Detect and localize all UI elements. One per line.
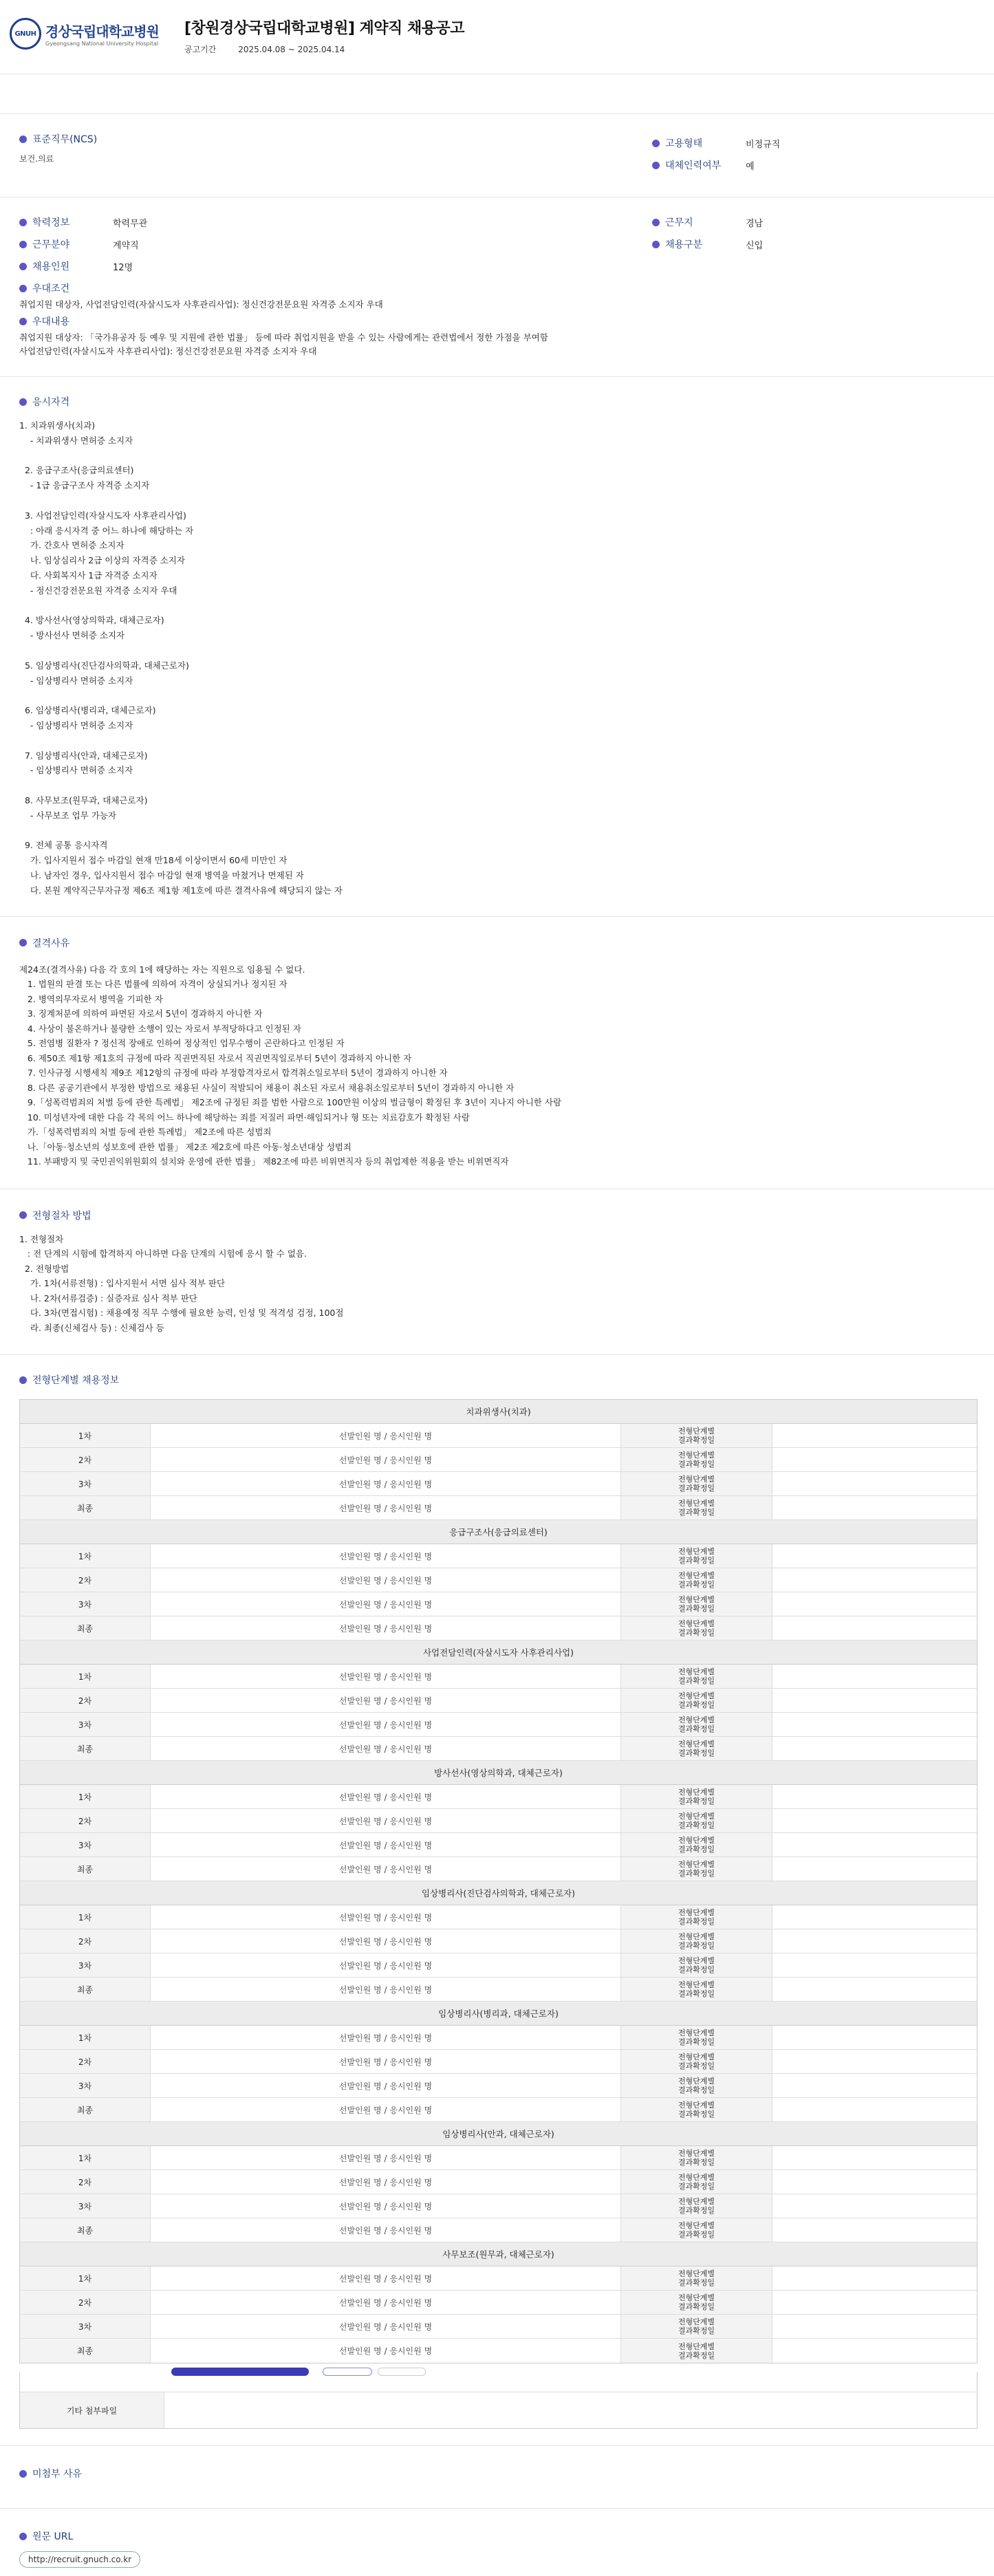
result-date-button[interactable]: 전형단계별 결과확정일 (673, 1667, 721, 1685)
result-date-value (772, 1713, 977, 1736)
stage-count: 선발인원 명 / 응시인원 명 (151, 1713, 621, 1736)
page-header (0, 0, 994, 74)
stage-name: 1차 (20, 1544, 151, 1568)
result-date-cell (621, 2291, 772, 2314)
stage-row (20, 1713, 977, 1737)
result-date-button[interactable]: 전형단계별 결과확정일 (673, 1475, 721, 1493)
result-date-button[interactable]: 전형단계별 결과확정일 (673, 1860, 721, 1878)
stage-count: 선발인원 명 / 응시인원 명 (151, 1953, 621, 1977)
stage-row (20, 1448, 977, 1472)
stage-row (20, 1424, 977, 1448)
stage-name: 1차 (20, 1785, 151, 1808)
stage-count: 선발인원 명 / 응시인원 명 (151, 2339, 621, 2363)
period-value: 2025.04.08 ~ 2025.04.14 (238, 45, 345, 54)
source-url-link[interactable]: http://recruit.gnuch.co.kr (19, 2551, 140, 2568)
ncs-label: 표준직무(NCS) (32, 134, 98, 145)
divider (0, 74, 994, 114)
result-date-value (772, 2170, 977, 2194)
bullet-icon (19, 285, 27, 292)
stage-count: 선발인원 명 / 응시인원 명 (151, 1929, 621, 1953)
stage-name: 1차 (20, 1665, 151, 1688)
stage-count: 선발인원 명 / 응시인원 명 (151, 1448, 621, 1471)
result-date-cell (621, 1905, 772, 1929)
ncs-value: 보건.의료 (19, 154, 54, 164)
result-date-value (772, 2146, 977, 2169)
result-date-value (772, 2098, 977, 2121)
bullet-icon (19, 241, 27, 248)
stage-row (20, 2050, 977, 2074)
result-date-cell (621, 1978, 772, 2001)
education-value: 학력무관 (113, 218, 148, 229)
bullet-icon (19, 263, 27, 270)
result-date-button[interactable]: 전형단계별 결과확정일 (673, 2293, 721, 2311)
result-date-button[interactable]: 전형단계별 결과확정일 (673, 2149, 721, 2167)
stage-name: 1차 (20, 2146, 151, 2169)
result-date-button[interactable]: 전형단계별 결과확정일 (673, 1619, 721, 1637)
stage-name: 3차 (20, 1713, 151, 1736)
stage-row (20, 2291, 977, 2315)
stage-name: 3차 (20, 1472, 151, 1495)
procedure-section (0, 1189, 994, 1356)
stage-count: 선발인원 명 / 응시인원 명 (151, 2026, 621, 2049)
alt-label: 대체인력여부 (665, 160, 722, 171)
result-date-button[interactable]: 전형단계별 결과확정일 (673, 1812, 721, 1830)
stage-count: 선발인원 명 / 응시인원 명 (151, 1905, 621, 1929)
stage-row (20, 2315, 977, 2339)
stage-name: 2차 (20, 1689, 151, 1712)
stage-name: 3차 (20, 1592, 151, 1616)
result-date-button[interactable]: 전형단계별 결과확정일 (673, 2342, 721, 2360)
page-title: [창원경상국립대학교병원] 계약직 채용공고 (184, 20, 464, 37)
result-date-value (772, 1785, 977, 1808)
bullet-icon (19, 939, 27, 946)
stage-row (20, 1785, 977, 1809)
stage-count: 선발인원 명 / 응시인원 명 (151, 2170, 621, 2194)
headcount-value: 12명 (113, 262, 133, 273)
disqualification-section (0, 917, 994, 1189)
stage-name: 최종 (20, 1616, 151, 1640)
job-title-row: 방사선사(영상의학과, 대체근로자) (20, 1761, 977, 1785)
result-date-button[interactable]: 전형단계별 결과확정일 (673, 2221, 721, 2239)
stage-name: 2차 (20, 2291, 151, 2314)
employment-type-value: 비정규직 (746, 139, 781, 150)
bullet-icon (19, 318, 27, 325)
stage-count: 선발인원 명 / 응시인원 명 (151, 1472, 621, 1495)
stage-count: 선발인원 명 / 응시인원 명 (151, 2074, 621, 2097)
source-section (0, 2509, 994, 2576)
stage-name: 2차 (20, 2050, 151, 2073)
result-date-cell (621, 1665, 772, 1688)
result-date-cell (621, 1424, 772, 1447)
result-date-cell (621, 1592, 772, 1616)
result-date-cell (621, 1953, 772, 1977)
no-attach-section (0, 2446, 994, 2509)
stage-row (20, 2170, 977, 2194)
stage-name: 최종 (20, 2098, 151, 2121)
result-date-cell (621, 2146, 772, 2169)
stage-name: 2차 (20, 2170, 151, 2194)
stage-row (20, 1592, 977, 1616)
result-date-value (772, 1544, 977, 1568)
stage-row (20, 2218, 977, 2242)
result-date-value (772, 1857, 977, 1881)
job-title-row: 사업전담인력(자살시도자 사후관리사업) (20, 1641, 977, 1665)
stage-row (20, 1905, 977, 1929)
stage-row (20, 2074, 977, 2098)
result-date-cell (621, 1713, 772, 1736)
bullet-icon (19, 1376, 27, 1384)
result-date-value (772, 2315, 977, 2338)
result-date-value (772, 1448, 977, 1471)
result-date-button[interactable]: 전형단계별 결과확정일 (673, 2077, 721, 2095)
no-attach-title: 미첨부 사유 (32, 2469, 83, 2480)
bullet-icon (652, 162, 660, 169)
stages-table (19, 1399, 977, 2363)
result-date-cell (621, 2339, 772, 2363)
result-date-value (772, 2218, 977, 2242)
stage-name: 2차 (20, 1929, 151, 1953)
result-date-value (772, 1833, 977, 1857)
result-date-button[interactable]: 전형단계별 결과확정일 (673, 1740, 721, 1757)
result-date-button[interactable]: 전형단계별 결과확정일 (673, 1980, 721, 1998)
result-date-cell (621, 2218, 772, 2242)
result-date-value (772, 1424, 977, 1447)
stage-name: 3차 (20, 2194, 151, 2218)
result-date-value (772, 2050, 977, 2073)
result-date-button[interactable]: 전형단계별 결과확정일 (673, 1595, 721, 1613)
disqualification-text: 제24조(결격사유) 다음 각 호의 1에 해당하는 자는 직원으로 임용될 수 없다. 1. 법원의 판결 또는 다른 법률에 의하여 자격이 상실되거나 정지된 자 2. 병역의무자로서 병역을 기피한 자 3. 징계처분에 의하여 파면된 자로서 5년이 경과하지 아니한 자 4. 사상이 불온하거나 불량한 소행이 있는 자로서 부적당하다고 인정된 자 5. 전염병 질환자 ? 정신적 장애로 인하여 정상적인 업무수행이 곤란하다고 인정된 자 6. 제50조 제1항 제1호의 규정에 따라 직권면직된 자로서 직권면직일로부터 5년이 경과하지 아니한 자 7. 인사규정 시행세칙 제9조 제12항의 규정에 따라 부정합격자로서 합격취소일로부터 5년이 경과하지 아니한 자 8. 다른 공공기관에서 부정한 방법으로 채용된 사실이 적발되어 채용이 취소된 자로서 채용취소일로부터 5년이 경과하지 아니한 자 9.「성폭력범죄의 처벌 등에 관한 특례법」 제2조에 규정된 죄를 범한 사람으로 100만원 이상의 벌금형이 확정된 후 3년이 지나지 아니한 사람 10. 미성년자에 대한 다음 각 목의 어느 하나에 해당하는 죄를 저질러 파면·해임되거나 형 또는 치료감호가 확정된 사람 가.「성폭력범죄의 처벌 등에 관한 특례법」 제2조에 따른 성범죄 나.「아동·청소년의 성보호에 관한 법률」 제2조 제2호에 따른 아동·청소년대상 성범죄 11. 부패방지 및 국민권익위원회의 설치와 운영에 관한 법률」 제82조에 따른 비위면직자 등의 취업제한 적용을 받는 비위면직자 (19, 964, 562, 1167)
stage-count: 선발인원 명 / 응시인원 명 (151, 1424, 621, 1447)
result-date-button[interactable]: 전형단계별 결과확정일 (673, 2269, 721, 2287)
job-title-row: 사무보조(원무과, 대체근로자) (20, 2242, 977, 2266)
bullet-icon (652, 140, 660, 147)
stages-section (0, 1355, 994, 2446)
result-date-cell (621, 1809, 772, 1832)
pref-label: 우대조건 (32, 283, 70, 294)
stage-count: 선발인원 명 / 응시인원 명 (151, 1616, 621, 1640)
result-date-cell (621, 2170, 772, 2194)
source-title: 원문 URL (32, 2531, 74, 2542)
stage-name: 2차 (20, 1809, 151, 1832)
bullet-icon (652, 219, 660, 226)
stage-count: 선발인원 명 / 응시인원 명 (151, 1568, 621, 1592)
stage-count: 선발인원 명 / 응시인원 명 (151, 1978, 621, 2001)
field-label: 근무분야 (32, 239, 70, 250)
stage-name: 최종 (20, 1978, 151, 2001)
stage-row (20, 1978, 977, 2002)
stage-name: 1차 (20, 1905, 151, 1929)
result-date-button[interactable]: 전형단계별 결과확정일 (673, 2028, 721, 2046)
result-date-cell (621, 2074, 772, 2097)
result-date-value (772, 1953, 977, 1977)
result-date-button[interactable]: 전형단계별 결과확정일 (673, 2317, 721, 2335)
stage-row (20, 2026, 977, 2050)
disqualification-title: 결격사유 (32, 938, 70, 949)
stage-row (20, 1544, 977, 1568)
stage-name: 최종 (20, 2339, 151, 2363)
result-date-button[interactable]: 전형단계별 결과확정일 (673, 1427, 721, 1444)
stage-row (20, 2194, 977, 2218)
stage-count: 선발인원 명 / 응시인원 명 (151, 1689, 621, 1712)
stage-count: 선발인원 명 / 응시인원 명 (151, 1785, 621, 1808)
etc-attachment-value (164, 2392, 977, 2428)
result-date-cell (621, 2266, 772, 2290)
stage-name: 1차 (20, 1424, 151, 1447)
result-date-value (772, 1665, 977, 1688)
bullet-icon (652, 241, 660, 248)
result-date-cell (621, 1737, 772, 1760)
stage-name: 1차 (20, 2266, 151, 2290)
stage-count: 선발인원 명 / 응시인원 명 (151, 2218, 621, 2242)
job-title-row: 임상병리사(진단검사의학과, 대체근로자) (20, 1881, 977, 1905)
result-date-button[interactable]: 전형단계별 결과확정일 (673, 1571, 721, 1589)
result-date-button[interactable]: 전형단계별 결과확정일 (673, 1788, 721, 1806)
stage-count: 선발인원 명 / 응시인원 명 (151, 1592, 621, 1616)
stage-name: 3차 (20, 2074, 151, 2097)
qualifications-title: 응시자격 (32, 397, 70, 408)
bullet-icon (19, 1211, 27, 1219)
stage-row (20, 1929, 977, 1953)
alt-value: 예 (746, 161, 755, 172)
result-date-cell (621, 1689, 772, 1712)
period-label: 공고기간 (184, 45, 217, 54)
stage-count: 선발인원 명 / 응시인원 명 (151, 1496, 621, 1519)
stage-name: 최종 (20, 1496, 151, 1519)
field-value: 계약직 (113, 240, 139, 251)
result-date-cell (621, 1929, 772, 1953)
result-date-value (772, 1472, 977, 1495)
location-value: 경남 (746, 218, 764, 229)
bullet-icon (19, 219, 27, 226)
stage-count: 선발인원 명 / 응시인원 명 (151, 2146, 621, 2169)
summary-ncs-section (0, 114, 994, 197)
result-date-cell (621, 1568, 772, 1592)
result-date-value (772, 1809, 977, 1832)
result-date-button[interactable]: 전형단계별 결과확정일 (673, 1715, 721, 1733)
result-date-cell (621, 1857, 772, 1881)
class-label: 채용구분 (665, 239, 703, 250)
attachment-file-button[interactable] (171, 2368, 309, 2376)
result-date-cell (621, 1785, 772, 1808)
result-date-button[interactable]: 전형단계별 결과확정일 (673, 1451, 721, 1469)
stage-count: 선발인원 명 / 응시인원 명 (151, 1665, 621, 1688)
job-title-row: 임상병리사(안과, 대체근로자) (20, 2122, 977, 2146)
result-date-cell (621, 1616, 772, 1640)
result-date-value (772, 1568, 977, 1592)
etc-attachment-label: 기타 첨부파일 (20, 2392, 164, 2428)
result-date-cell (621, 1833, 772, 1857)
class-value: 신입 (746, 240, 764, 251)
stage-count: 선발인원 명 / 응시인원 명 (151, 1809, 621, 1832)
job-title-row: 치과위생사(치과) (20, 1400, 977, 1424)
result-date-button[interactable]: 전형단계별 결과확정일 (673, 2053, 721, 2070)
result-date-value (772, 1978, 977, 2001)
attachment-file-button[interactable] (323, 2368, 372, 2376)
result-date-button[interactable]: 전형단계별 결과확정일 (673, 1908, 721, 1926)
stage-name: 3차 (20, 1833, 151, 1857)
stage-row (20, 1472, 977, 1496)
stage-row (20, 2098, 977, 2122)
result-date-cell (621, 2098, 772, 2121)
result-date-value (772, 1496, 977, 1519)
pref-detail-label: 우대내용 (32, 316, 70, 327)
result-date-cell (621, 2026, 772, 2049)
result-date-button[interactable]: 전형단계별 결과확정일 (673, 1691, 721, 1709)
result-date-cell (621, 1448, 772, 1471)
procedure-title: 전형절차 방법 (32, 1210, 91, 1222)
education-label: 학력정보 (32, 217, 70, 228)
stage-row (20, 1953, 977, 1978)
job-title-row: 임상병리사(병리과, 대체근로자) (20, 2002, 977, 2026)
result-date-button[interactable]: 전형단계별 결과확정일 (673, 1956, 721, 1974)
stage-row (20, 1689, 977, 1713)
stage-count: 선발인원 명 / 응시인원 명 (151, 2194, 621, 2218)
location-label: 근무지 (665, 217, 693, 228)
stage-row (20, 1616, 977, 1641)
result-date-value (772, 2074, 977, 2097)
stage-name: 최종 (20, 1857, 151, 1881)
pref-text: 취업지원 대상자, 사업전담인력(자살시도자 사후관리사업): 정신건강전문요원 자격증 소지자 우대 (19, 299, 383, 310)
stage-count: 선발인원 명 / 응시인원 명 (151, 1857, 621, 1881)
employment-type-label: 고용형태 (665, 138, 703, 149)
logo-seal-icon: GNUH (10, 18, 41, 50)
result-date-button[interactable]: 전형단계별 결과확정일 (673, 2173, 721, 2191)
stage-row (20, 1665, 977, 1689)
result-date-button[interactable]: 전형단계별 결과확정일 (673, 1932, 721, 1950)
hospital-logo[interactable] (10, 18, 159, 50)
attachment-file-row (20, 2372, 977, 2392)
qualifications-section (0, 377, 994, 917)
result-date-value (772, 1689, 977, 1712)
stage-count: 선발인원 명 / 응시인원 명 (151, 2291, 621, 2314)
result-date-button[interactable]: 전형단계별 결과확정일 (673, 1547, 721, 1565)
qualifications-text: 1. 치과위생사(치과) - 치과위생사 면허증 소지자 2. 응급구조사(응급의료센터) - 1급 응급구조사 자격증 소지자 3. 사업전담인력(자살시도자 사후관리사업) : 아래 응시자격 중 어느 하나에 해당하는 자 가. 간호사 면허증 소지자 나. 임상심리사 2급 이상의 자격증 소지자 다. 사회복지사 1급 자격증 소지자 - 정신건강전문요원 자격증 소지자 우대 4. 방사선사(영상의학과, 대체근로자) - 방사선사 면허증 소지자 5. 임상병리사(진단검사의학과, 대체근로자) - 임상병리사 면허증 소지자 6. 임상병리사(병리과, 대체근로자) - 임상병리사 면허증 소지자 7. 임상병리사(안과, 대체근로자) - 임상병리사 면허증 소지자 8. 사무보조(원무과, 대체근로자) - 사무보조 업무 가능자 9. 전체 공통 응시자격 가. 입사지원서 접수 마감일 현재 만18세 이상이면서 60세 미만인 자 나. 남자인 경우, 입사지원서 접수 마감일 현재 병역을 마쳤거나 면제된 자 다. 본원 계약직근무자규정 제6조 제1항 제1호에 따른 결격사유에 해당되지 않는 자 (19, 420, 343, 896)
stage-count: 선발인원 명 / 응시인원 명 (151, 2266, 621, 2290)
result-date-value (772, 2291, 977, 2314)
stage-row (20, 1833, 977, 1857)
stage-name: 2차 (20, 1448, 151, 1471)
stage-name: 최종 (20, 1737, 151, 1760)
headcount-label: 채용인원 (32, 261, 70, 272)
stage-count: 선발인원 명 / 응시인원 명 (151, 2315, 621, 2338)
result-date-button[interactable]: 전형단계별 결과확정일 (673, 1499, 721, 1517)
result-date-cell (621, 2050, 772, 2073)
result-date-value (772, 1616, 977, 1640)
result-date-value (772, 1905, 977, 1929)
result-date-cell (621, 1544, 772, 1568)
stage-name: 1차 (20, 2026, 151, 2049)
bullet-icon (19, 398, 27, 406)
stage-name: 3차 (20, 2315, 151, 2338)
job-title-row: 응급구조사(응급의료센터) (20, 1520, 977, 1544)
posting-period (184, 43, 464, 55)
bullet-icon (19, 2533, 27, 2540)
stage-count: 선발인원 명 / 응시인원 명 (151, 1544, 621, 1568)
bullet-icon (19, 136, 27, 143)
stage-row (20, 1857, 977, 1881)
result-date-value (772, 2339, 977, 2363)
stage-count: 선발인원 명 / 응시인원 명 (151, 1833, 621, 1857)
result-date-value (772, 2194, 977, 2218)
result-date-value (772, 2026, 977, 2049)
stage-row (20, 2339, 977, 2363)
stage-row (20, 2266, 977, 2291)
stage-row (20, 1809, 977, 1833)
pref-detail-text: 취업지원 대상자: 「국가유공자 등 예우 및 지원에 관한 법률」 등에 따라 취업지원을 받을 수 있는 사람에게는 관련법에서 정한 가점을 부여함 사업전담인력(자살시도자 사후관리사업): 정신건강전문요원 자격증 소지자 우대 (19, 332, 548, 356)
stage-row (20, 1496, 977, 1520)
stage-count: 선발인원 명 / 응시인원 명 (151, 2098, 621, 2121)
attachment-file-button[interactable] (378, 2368, 426, 2376)
result-date-cell (621, 1472, 772, 1495)
stage-count: 선발인원 명 / 응시인원 명 (151, 2050, 621, 2073)
result-date-button[interactable]: 전형단계별 결과확정일 (673, 2101, 721, 2119)
summary-info-section (0, 197, 994, 377)
stage-name: 최종 (20, 2218, 151, 2242)
result-date-value (772, 1929, 977, 1953)
result-date-value (772, 1592, 977, 1616)
logo-name-en: Gyeongsang National University Hospital (45, 41, 159, 47)
result-date-value (772, 2266, 977, 2290)
procedure-text: 1. 전형절차 : 전 단계의 시험에 합격하지 아니하면 다음 단계의 시험에 응시 할 수 없음. 2. 전형방법 가. 1차(서류전형) : 입사지원서 서면 심사 적부 판단 나. 2차(서류검증) : 실증자료 심사 적부 판단 다. 3차(면접시험) : 채용예정 직무 수행에 필요한 능력, 인성 및 적격성 검정, 100점 라. 최종(신체검사 등) : 신체검사 등 (19, 1233, 344, 1333)
attachments-table (19, 2372, 977, 2429)
stage-row (20, 1737, 977, 1761)
result-date-cell (621, 1496, 772, 1519)
result-date-cell (621, 2194, 772, 2218)
result-date-button[interactable]: 전형단계별 결과확정일 (673, 2197, 721, 2215)
result-date-cell (621, 2315, 772, 2338)
logo-name-ko: 경상국립대학교병원 (45, 23, 159, 40)
stage-name: 2차 (20, 1568, 151, 1592)
bullet-icon (19, 2470, 27, 2478)
stage-name: 3차 (20, 1953, 151, 1977)
result-date-value (772, 1737, 977, 1760)
stage-count: 선발인원 명 / 응시인원 명 (151, 1737, 621, 1760)
result-date-button[interactable]: 전형단계별 결과확정일 (673, 1836, 721, 1854)
stage-row (20, 1568, 977, 1592)
stage-row (20, 2146, 977, 2170)
stages-title: 전형단계별 채용정보 (32, 1375, 120, 1386)
